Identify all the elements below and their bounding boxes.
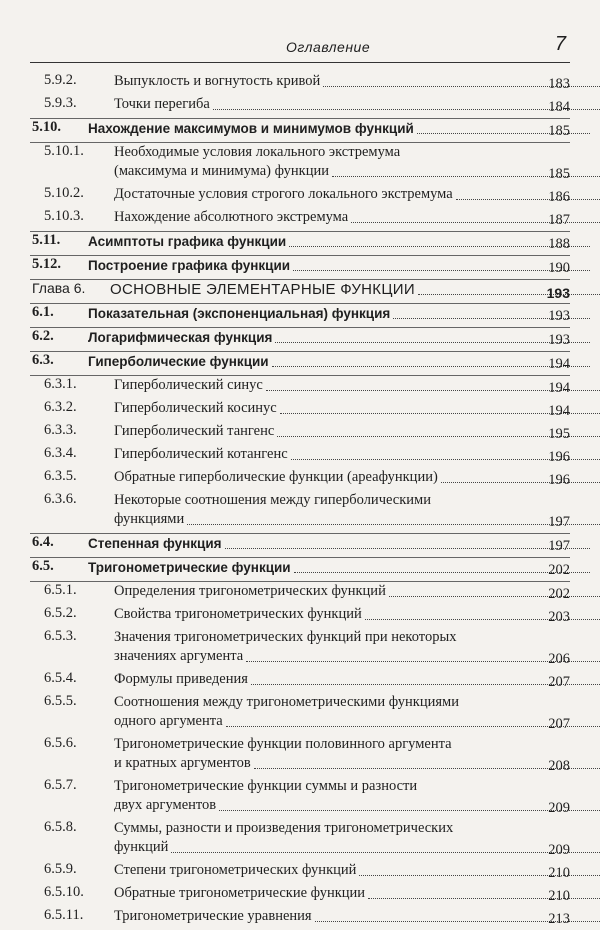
- toc-entry-page: 186: [548, 189, 570, 205]
- toc-entry-title: [88, 232, 593, 251]
- toc-entry-title: [88, 558, 593, 577]
- toc-entry-page: 202: [548, 586, 570, 602]
- toc-entry[interactable]: [30, 777, 570, 819]
- toc-entry-number: 5.10.3.: [44, 208, 84, 224]
- toc-entry-title-line: Суммы, разности и произведения тригонометрических: [114, 820, 454, 836]
- toc-entry-number: 6.1.: [32, 304, 54, 320]
- toc-entry-page: 210: [548, 888, 570, 904]
- toc-entry[interactable]: [30, 628, 570, 670]
- toc-entry-title-line: Гиперболический синус: [114, 377, 263, 393]
- toc-entry-title: [114, 819, 600, 857]
- toc-entry-title: [88, 352, 593, 371]
- toc-entry-page: 193: [548, 332, 570, 348]
- toc-entry-number: 6.5.8.: [44, 819, 77, 835]
- dot-leader: [246, 660, 600, 662]
- toc-entry-title: [88, 304, 593, 323]
- toc-entry-title-line: Тригонометрические функции половинного аргумента: [114, 736, 452, 752]
- toc-entry-title-line: Необходимые условия локального экстремума: [114, 144, 401, 160]
- toc-entry-title: [114, 605, 600, 624]
- toc-entry-page: 208: [548, 758, 570, 774]
- toc-entry-page: 210: [548, 865, 570, 881]
- toc-entry-title: [114, 376, 600, 395]
- toc-entry-number: 6.5.9.: [44, 861, 77, 877]
- toc-entry-title-line: Построение графика функции: [88, 258, 291, 273]
- toc-entry-number: 6.5.: [32, 558, 54, 574]
- dot-leader: [171, 851, 600, 853]
- toc-entry[interactable]: [30, 445, 570, 468]
- toc-entry-title-line: Точки перегиба: [114, 96, 210, 112]
- table-of-contents: [30, 72, 570, 930]
- toc-entry-number: 6.3.6.: [44, 491, 77, 507]
- dot-leader: [275, 341, 590, 343]
- running-title: Оглавление: [286, 39, 371, 55]
- toc-entry-number: 6.5.7.: [44, 777, 77, 793]
- toc-entry-title: [114, 445, 600, 464]
- page-number: 7: [554, 33, 566, 55]
- toc-entry[interactable]: [30, 118, 570, 142]
- toc-entry-title: [114, 143, 600, 181]
- toc-entry[interactable]: [30, 351, 570, 375]
- toc-entry-title-line: (максимума и минимума) функции: [114, 163, 330, 179]
- dot-leader: [272, 365, 590, 367]
- toc-entry-title: [110, 280, 600, 299]
- toc-entry[interactable]: [30, 185, 570, 208]
- toc-entry-title: [114, 185, 600, 204]
- toc-entry-title-line: Соотношения между тригонометрическими функциями: [114, 694, 459, 710]
- toc-entry-number: 6.5.6.: [44, 735, 77, 751]
- dot-leader: [226, 725, 600, 727]
- toc-entry[interactable]: [30, 72, 570, 95]
- toc-entry-title: [88, 534, 593, 553]
- toc-entry-title-line: Степени тригонометрических функций: [114, 862, 357, 878]
- toc-entry-number: 5.10.1.: [44, 143, 84, 159]
- toc-entry[interactable]: [30, 735, 570, 777]
- toc-entry-number: 6.5.11.: [44, 907, 84, 923]
- dot-leader: [289, 245, 590, 247]
- toc-entry-title: [114, 399, 600, 418]
- dot-leader: [456, 198, 600, 200]
- toc-entry-number: 5.10.2.: [44, 185, 84, 201]
- toc-entry[interactable]: [30, 581, 570, 605]
- toc-entry[interactable]: [30, 491, 570, 533]
- toc-entry[interactable]: [30, 861, 570, 884]
- toc-entry-title-line: Тригонометрические функции: [88, 560, 291, 575]
- toc-entry-page: 206: [548, 651, 570, 667]
- toc-entry[interactable]: [30, 279, 570, 303]
- dot-leader: [219, 809, 600, 811]
- toc-entry[interactable]: [30, 670, 570, 693]
- toc-entry[interactable]: [30, 327, 570, 351]
- toc-entry-title: [114, 861, 600, 880]
- toc-entry[interactable]: [30, 303, 570, 327]
- toc-entry-page: 185: [548, 166, 570, 182]
- toc-entry-number: Глава 6.: [32, 280, 86, 296]
- page-header: [30, 32, 570, 63]
- toc-entry-page: 194: [548, 356, 570, 372]
- toc-entry-title-line: Асимптоты графика функции: [88, 234, 287, 249]
- toc-entry-page: 194: [548, 380, 570, 396]
- toc-entry[interactable]: [30, 422, 570, 445]
- toc-entry[interactable]: [30, 907, 570, 930]
- toc-entry[interactable]: [30, 468, 570, 491]
- toc-entry-title-line: ОСНОВНЫЕ ЭЛЕМЕНТАРНЫЕ ФУНКЦИИ: [110, 281, 415, 298]
- dot-leader: [187, 523, 600, 525]
- toc-entry[interactable]: [30, 142, 570, 185]
- toc-entry-number: 6.3.1.: [44, 376, 77, 392]
- toc-entry-number: 5.9.2.: [44, 72, 77, 88]
- toc-entry[interactable]: [30, 95, 570, 118]
- toc-entry-title-line: значениях аргумента: [114, 648, 244, 664]
- toc-entry-number: 5.11.: [32, 232, 61, 248]
- dot-leader: [441, 481, 600, 483]
- toc-entry[interactable]: [30, 208, 570, 231]
- toc-entry[interactable]: [30, 231, 570, 255]
- toc-entry-title-line: Показательная (экспоненциальная) функция: [88, 306, 391, 321]
- toc-entry-title: [88, 256, 593, 275]
- toc-entry-page: 196: [548, 449, 570, 465]
- toc-entry-page: 190: [548, 260, 570, 276]
- toc-entry-title-line: Степенная функция: [88, 536, 222, 551]
- toc-entry[interactable]: [30, 693, 570, 735]
- toc-entry-title-line: функций: [114, 839, 169, 855]
- toc-entry[interactable]: [30, 819, 570, 861]
- toc-entry-number: 5.12.: [32, 256, 61, 272]
- toc-entry-page: 209: [548, 800, 570, 816]
- toc-entry-title-line: Гиперболический котангенс: [114, 446, 288, 462]
- toc-entry-title: [114, 72, 600, 91]
- toc-entry-page: 207: [548, 674, 570, 690]
- toc-entry-page: 194: [548, 403, 570, 419]
- toc-entry-title: [114, 422, 600, 441]
- toc-entry[interactable]: [30, 557, 570, 581]
- dot-leader: [294, 571, 590, 573]
- toc-entry-title-line: одного аргумента: [114, 713, 223, 729]
- toc-entry-page: 213: [548, 911, 570, 927]
- toc-entry-title-line: Нахождение максимумов и минимумов функций: [88, 121, 414, 136]
- toc-entry-title-line: Определения тригонометрических функций: [114, 583, 386, 599]
- dot-leader: [418, 293, 600, 295]
- toc-entry-title: [114, 628, 600, 666]
- toc-entry-title-line: и кратных аргументов: [114, 755, 251, 771]
- toc-entry-title-line: Нахождение абсолютного экстремума: [114, 209, 349, 225]
- toc-entry-title: [114, 582, 600, 601]
- toc-entry-page: 193: [546, 285, 570, 301]
- dot-leader: [225, 547, 590, 549]
- toc-entry-number: 6.5.10.: [44, 884, 84, 900]
- toc-entry-page: 202: [548, 562, 570, 578]
- toc-entry-page: 187: [548, 212, 570, 228]
- toc-entry-title-line: Гиперболический тангенс: [114, 423, 275, 439]
- toc-entry-number: 5.10.: [32, 119, 61, 135]
- toc-entry-number: 6.2.: [32, 328, 54, 344]
- toc-entry-title: [88, 328, 593, 347]
- toc-entry[interactable]: [30, 884, 570, 907]
- toc-entry[interactable]: [30, 605, 570, 628]
- toc-entry-title: [114, 468, 600, 487]
- toc-entry-page: 184: [548, 99, 570, 115]
- toc-entry-page: 197: [548, 538, 570, 554]
- toc-entry-title: [114, 693, 600, 731]
- toc-entry-number: 6.3.2.: [44, 399, 77, 415]
- toc-entry-page: 197: [548, 514, 570, 530]
- toc-entry-page: 193: [548, 308, 570, 324]
- toc-entry-title-line: Значения тригонометрических функций при некоторых: [114, 629, 457, 645]
- toc-entry-title-line: Тригонометрические уравнения: [114, 908, 312, 924]
- toc-entry-title: [114, 491, 600, 529]
- toc-entry-title: [114, 884, 600, 903]
- toc-entry[interactable]: [30, 399, 570, 422]
- toc-entry-page: 203: [548, 609, 570, 625]
- toc-entry-title-line: Логарифмическая функция: [88, 330, 273, 345]
- dot-leader: [213, 108, 600, 110]
- toc-entry-title: [114, 735, 600, 773]
- toc-entry-title-line: Обратные гиперболические функции (ареафункции): [114, 469, 438, 485]
- toc-entry-page: 209: [548, 842, 570, 858]
- toc-entry-page: 185: [548, 123, 570, 139]
- toc-entry-title-line: Достаточные условия строгого локального экстремума: [114, 186, 453, 202]
- toc-entry-number: 6.5.3.: [44, 628, 77, 644]
- toc-entry-page: 183: [548, 76, 570, 92]
- toc-entry-number: 6.5.1.: [44, 582, 77, 598]
- toc-entry-title-line: Гиперболический косинус: [114, 400, 277, 416]
- toc-entry-title: [114, 670, 600, 689]
- toc-entry-number: 6.4.: [32, 534, 54, 550]
- toc-entry-title: [114, 907, 600, 926]
- toc-entry-number: 6.3.5.: [44, 468, 77, 484]
- toc-entry[interactable]: [30, 533, 570, 557]
- toc-entry-title: [88, 119, 593, 138]
- toc-entry-title-line: функциями: [114, 511, 185, 527]
- toc-entry-page: 188: [548, 236, 570, 252]
- toc-entry-title: [114, 777, 600, 815]
- toc-entry-title-line: двух аргументов: [114, 797, 217, 813]
- toc-entry-number: 6.3.4.: [44, 445, 77, 461]
- toc-entry-title-line: Гиперболические функции: [88, 354, 269, 369]
- toc-entry-number: 6.3.: [32, 352, 54, 368]
- toc-entry-number: 6.5.4.: [44, 670, 77, 686]
- toc-entry-number: 6.5.2.: [44, 605, 77, 621]
- toc-entry-title-line: Тригонометрические функции суммы и разности: [114, 778, 418, 794]
- toc-entry-page: 196: [548, 472, 570, 488]
- toc-entry-number: 6.3.3.: [44, 422, 77, 438]
- toc-entry[interactable]: [30, 255, 570, 279]
- toc-entry-page: 195: [548, 426, 570, 442]
- toc-entry-title-line: Формулы приведения: [114, 671, 248, 687]
- toc-entry-title-line: Некоторые соотношения между гиперболическими: [114, 492, 431, 508]
- toc-entry-page: 207: [548, 716, 570, 732]
- toc-entry-number: 6.5.5.: [44, 693, 77, 709]
- toc-entry-title-line: Выпуклость и вогнутость кривой: [114, 73, 321, 89]
- toc-entry-number: 5.9.3.: [44, 95, 77, 111]
- dot-leader: [293, 269, 590, 271]
- toc-entry[interactable]: [30, 375, 570, 399]
- toc-entry-title: [114, 208, 600, 227]
- toc-entry-title: [114, 95, 600, 114]
- toc-entry-title-line: Свойства тригонометрических функций: [114, 606, 362, 622]
- toc-entry-title-line: Обратные тригонометрические функции: [114, 885, 366, 901]
